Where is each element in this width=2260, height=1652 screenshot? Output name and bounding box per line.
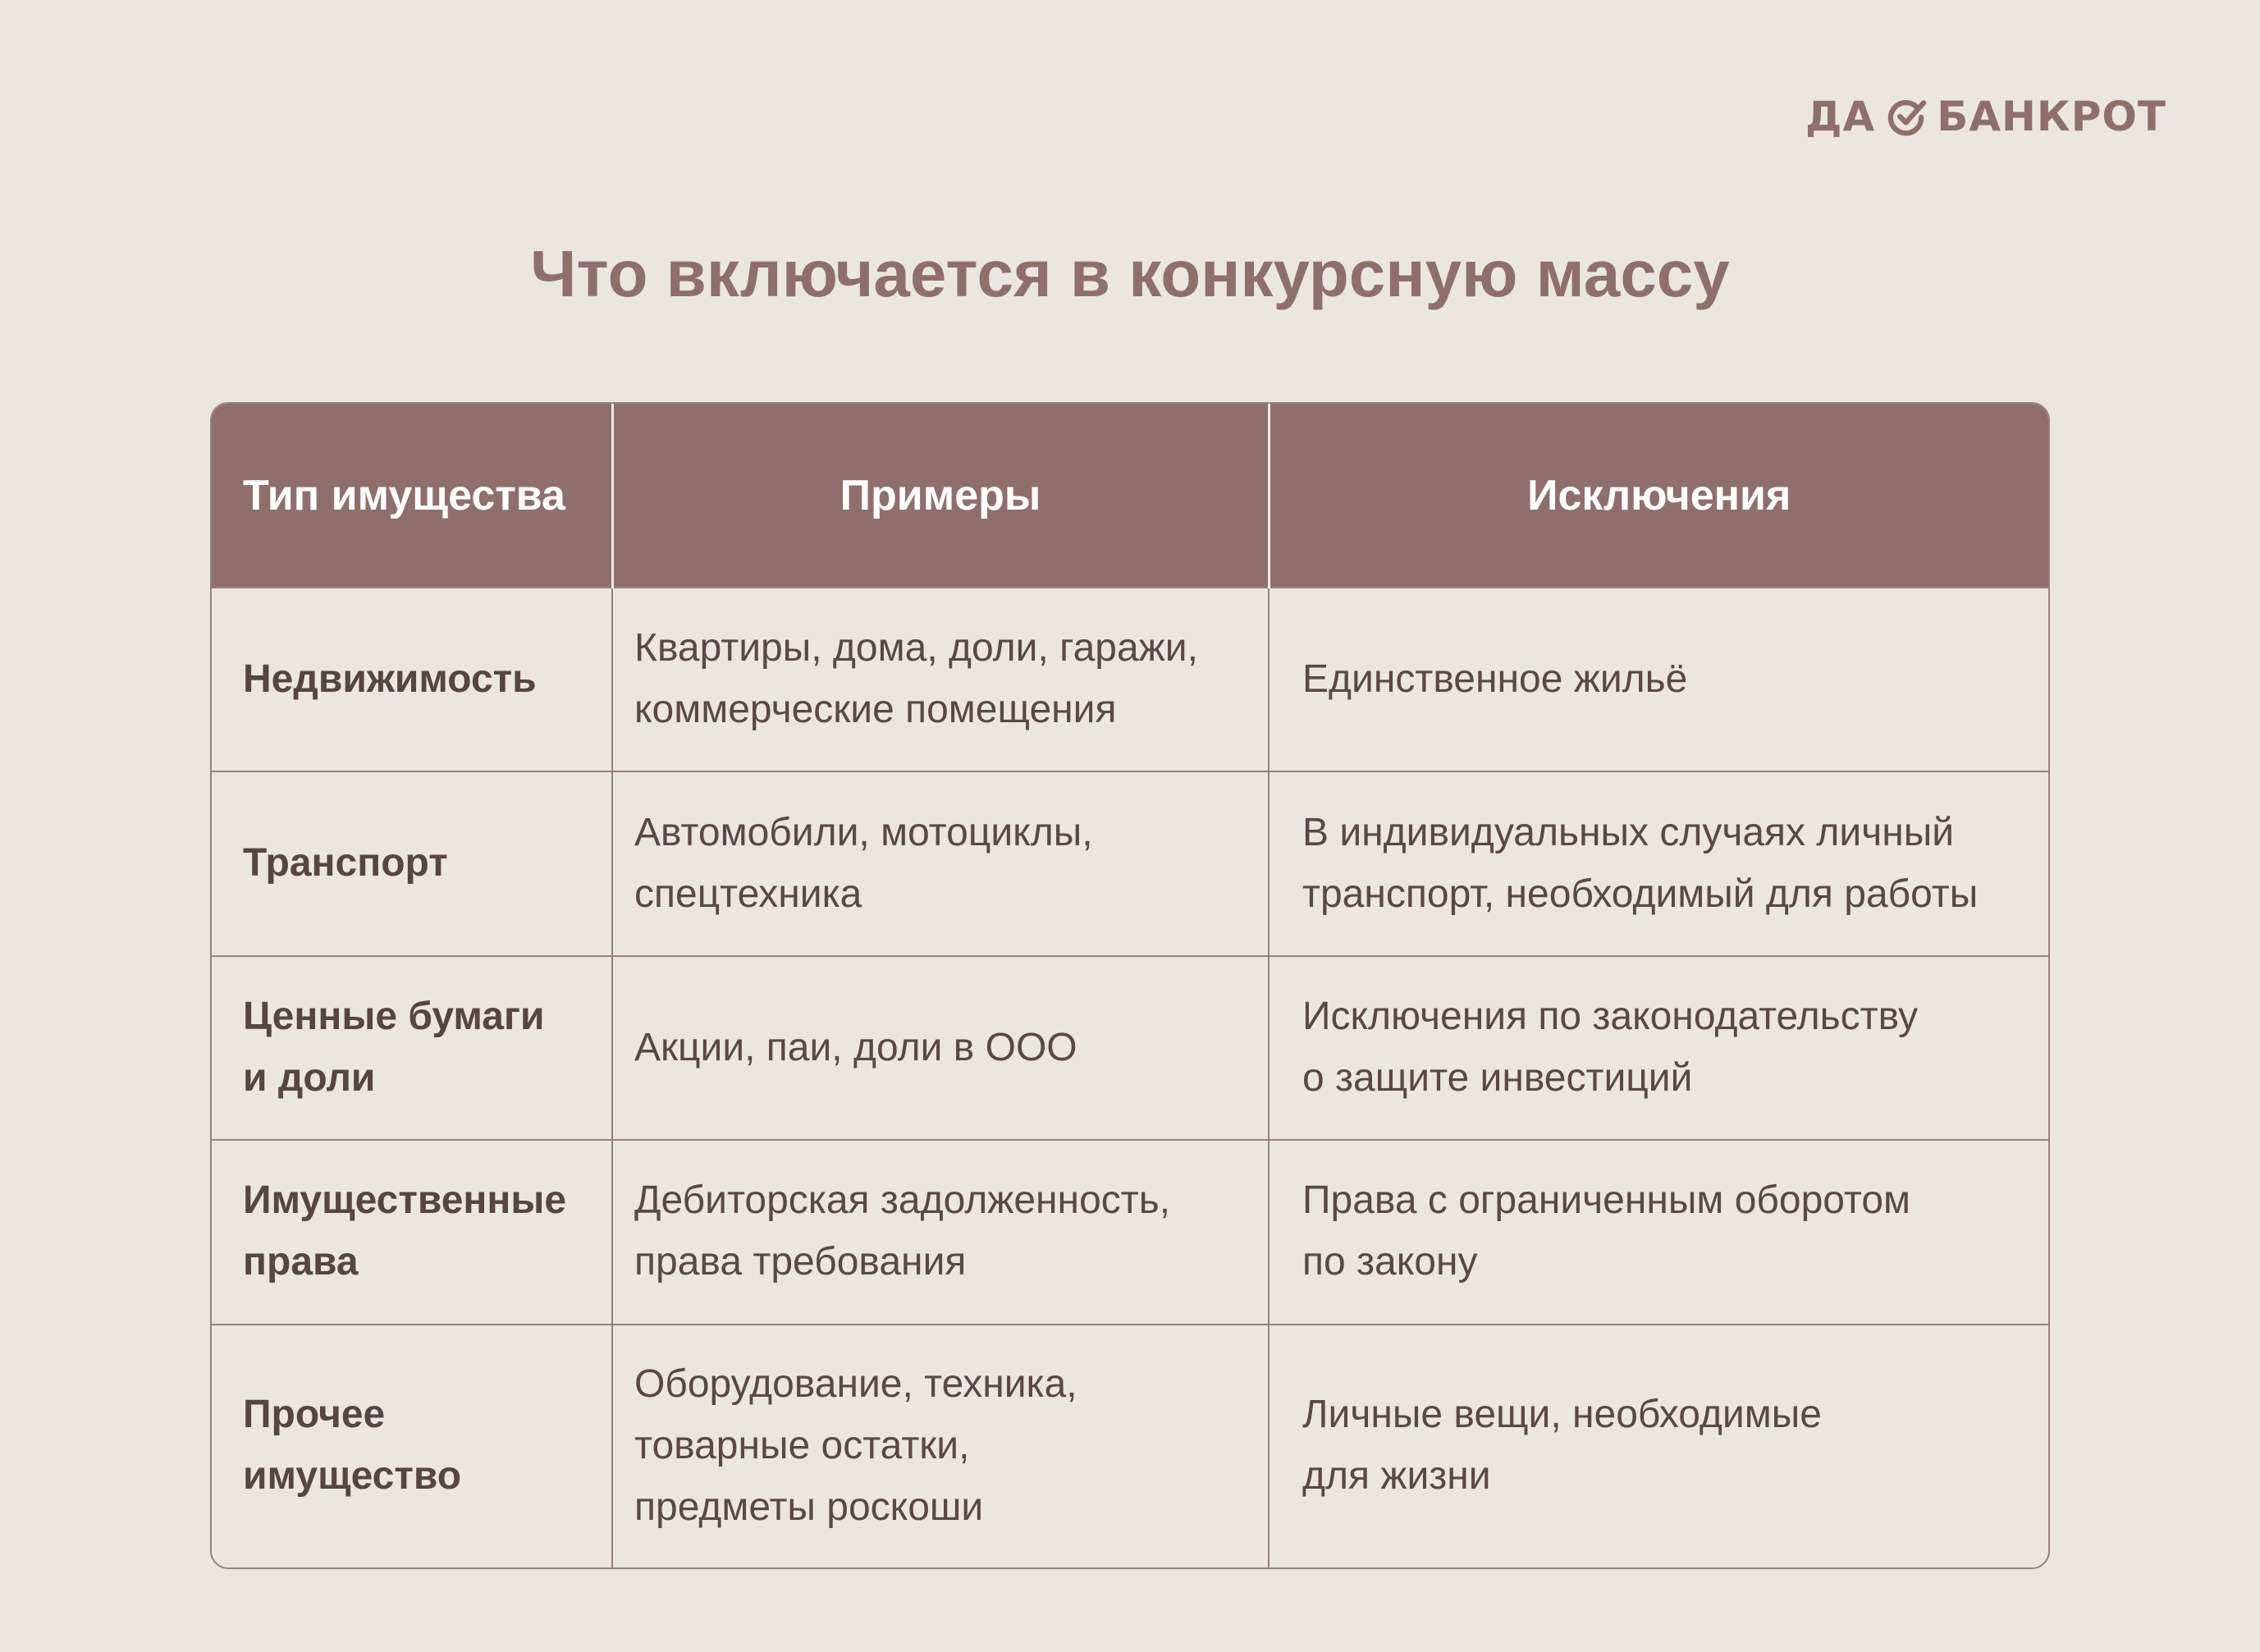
cell-line: Дебиторская задолженность, — [634, 1178, 1171, 1223]
cell-line: предметы роскоши — [634, 1485, 984, 1529]
property-type-cell — [212, 1325, 612, 1568]
cell-line: Имущественные — [243, 1178, 567, 1223]
cell-line: коммерческие помещения — [634, 688, 1117, 732]
brand-right-word: БАНКРОТ — [1937, 93, 2166, 140]
cell-line: Прочее — [243, 1393, 386, 1437]
page-title: Что включается в конкурсную массу — [530, 237, 1730, 310]
property-table — [210, 402, 2050, 1569]
cell-line: спецтехника — [634, 872, 862, 916]
table-header-row — [212, 404, 2048, 588]
property-table-grid — [212, 404, 2048, 1567]
brand-logo — [1805, 76, 2166, 158]
cell-line: Автомобили, мотоциклы, — [634, 810, 1093, 854]
check-circle-icon — [1887, 80, 1927, 153]
cell-line: Акции, паи, доли в ООО — [634, 1025, 1077, 1069]
examples-cell — [612, 771, 1269, 955]
exceptions-cell — [1269, 588, 2048, 771]
exceptions-cell — [1269, 1140, 2048, 1324]
cell-line: Единственное жильё — [1302, 657, 1688, 701]
cell-line: Оборудование, техника, — [634, 1361, 1077, 1406]
cell-line: Исключения по законодательству — [1302, 995, 1919, 1039]
cell-line: транспорт, необходимый для работы — [1302, 872, 1979, 916]
property-type-cell — [212, 588, 612, 771]
examples-cell — [612, 956, 1269, 1140]
exceptions-cell — [1269, 771, 2048, 955]
cell-line: Недвижимость — [243, 657, 537, 701]
table-row — [212, 588, 2048, 771]
cell-line: права — [243, 1240, 359, 1284]
cell-line: товарные остатки, — [634, 1423, 970, 1467]
cell-line: имущество — [243, 1454, 462, 1499]
table-row — [212, 1140, 2048, 1324]
cell-line: права требования — [634, 1240, 967, 1284]
examples-cell — [612, 588, 1269, 771]
cell-line: и доли — [243, 1055, 376, 1100]
header-examples: Примеры — [612, 404, 1269, 588]
table-row — [212, 1325, 2048, 1568]
cell-line: Личные вещи, необходимые — [1302, 1393, 1822, 1437]
table-row — [212, 956, 2048, 1140]
cell-line: Права с ограниченным оборотом — [1302, 1178, 1911, 1223]
cell-line: по закону — [1302, 1240, 1478, 1284]
header-property-type: Тип имущества — [212, 404, 612, 588]
brand-left-word: ДА — [1805, 93, 1876, 140]
cell-line: о защите инвестиций — [1302, 1055, 1693, 1100]
cell-line: Ценные бумаги — [243, 995, 545, 1039]
cell-line: для жизни — [1302, 1454, 1491, 1499]
property-type-cell — [212, 771, 612, 955]
cell-line: Транспорт — [243, 841, 448, 885]
examples-cell — [612, 1325, 1269, 1568]
examples-cell — [612, 1140, 1269, 1324]
header-exceptions: Исключения — [1269, 404, 2048, 588]
table-row — [212, 771, 2048, 955]
cell-line: В индивидуальных случаях личный — [1302, 810, 1955, 854]
cell-line: Квартиры, дома, доли, гаражи, — [634, 626, 1198, 670]
exceptions-cell — [1269, 1325, 2048, 1568]
property-type-cell — [212, 956, 612, 1140]
exceptions-cell — [1269, 956, 2048, 1140]
property-type-cell — [212, 1140, 612, 1324]
